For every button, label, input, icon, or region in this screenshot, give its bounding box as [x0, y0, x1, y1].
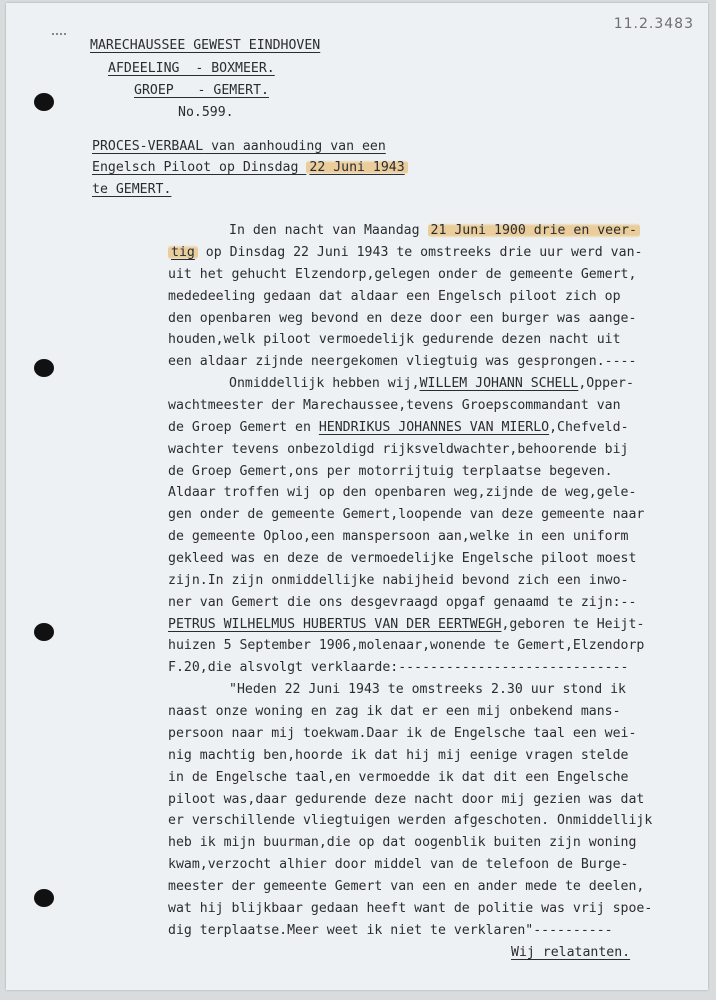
statement-line: wat hij blijkbaar gedaan heeft want de politie was vrij spoe-	[168, 901, 653, 916]
body-line: huizen 5 September 1906,molenaar,wonende te Gemert,Elzendorp	[168, 638, 645, 653]
statement-line: "Heden 22 Juni 1943 te omstreeks 2.30 uur stond ik	[229, 682, 626, 697]
statement-line: persoon naar mij toekwam.Daar ik de Engelsche taal een wei-	[168, 726, 637, 741]
statement-line: in de Engelsche taal,en vermoedde ik dat dit een Engelsche	[168, 770, 629, 785]
body-line: de gemeente Oploo,een manspersoon aan,welke in een uniform	[168, 529, 629, 544]
statement-line: kwam,verzocht alhier door middel van de telefoon de Burge-	[168, 857, 629, 872]
highlighted-word: tig	[168, 245, 198, 260]
punch-hole	[34, 359, 54, 377]
body-line: houden,welk piloot vermoedelijk gedurende dezen nacht uit	[168, 332, 621, 347]
highlighted-date: 21 Juni 1900 drie en veer-	[428, 223, 640, 238]
body-line: wachtmeester der Marechaussee,tevens Groepscommandant van	[168, 398, 621, 413]
margin-mark	[52, 33, 66, 37]
header-line-3: GROEP - GEMERT.	[134, 83, 269, 98]
statement-line: piloot was,daar gedurende deze nacht door mij gezien was dat	[168, 792, 645, 807]
statement-line: naast onze woning en zag ik dat er een mij onbekend mans-	[168, 704, 621, 719]
person-name: HENDRIKUS JOHANNES VAN MIERLO	[318, 420, 550, 435]
body-line: uit het gehucht Elzendorp,gelegen onder de gemeente Gemert,	[168, 267, 637, 282]
statement-line: dig terplaatse.Meer weet ik niet te verklaren"----------	[168, 923, 613, 938]
statement-line: heb ik mijn buurman,die op dat oogenblik buiten zijn woning	[168, 835, 637, 850]
statement-line: meester der gemeente Gemert van een en ander mede te deelen,	[168, 879, 645, 894]
body-line: een aldaar zijnde neergekomen vliegtuig was gesprongen.----	[168, 354, 637, 369]
statement-line: er verschillende vliegtuigen werden afgeschoten. Onmiddellijk	[168, 813, 653, 828]
person-name: PETRUS WILHELMUS HUBERTUS VAN DER EERTWEGH	[168, 617, 502, 632]
body-line: wachter tevens onbezoldigd rijksveldwachter,behoorende bij	[168, 442, 629, 457]
body-line: mededeeling gedaan dat aldaar een Engelsch piloot zich op	[168, 289, 621, 304]
body-line: den openbaren weg bevond en deze door een burger was aange-	[168, 311, 637, 326]
punch-hole	[34, 623, 54, 641]
title-line-3: te GEMERT.	[92, 182, 172, 197]
header-line-1: MARECHAUSSEE GEWEST EINDHOVEN	[90, 38, 321, 53]
body-line: ner van Gemert die ons desgevraagd opgaf genaamd te zijn:--	[168, 595, 637, 610]
body-line: de Groep Gemert en HENDRIKUS JOHANNES VAN MIERLO,Chefveld-	[168, 420, 629, 435]
punch-hole	[34, 889, 54, 907]
title-text: van aanhouding van een	[203, 139, 386, 154]
title-text: Engelsch Piloot op Dinsdag	[92, 160, 307, 175]
highlighted-date: 22 Juni 1943	[306, 160, 407, 175]
title-line-2	[92, 158, 408, 178]
title-proces-verbaal: PROCES-VERBAAL	[92, 139, 204, 154]
body-line: Aldaar troffen wij op den openbaren weg,zijnde de weg,gele-	[168, 485, 637, 500]
body-line: In den nacht van Maandag 21 Juni 1900 drie en veer-	[229, 221, 640, 241]
body-line: Onmiddellijk hebben wij,WILLEM JOHANN SCHELL,Opper-	[229, 376, 634, 391]
statement-line: nig machtig ben,hoorde ik dat hij mij eenige vragen stelde	[168, 748, 629, 763]
body-line: gen onder de gemeente Gemert,loopende van deze gemeente naar	[168, 507, 645, 522]
person-name: WILLEM JOHANN SCHELL	[419, 376, 579, 391]
header-line-2: AFDEELING - BOXMEER.	[108, 61, 275, 76]
header-line-4: No.599.	[178, 105, 234, 120]
body-line: de Groep Gemert,ons per motorrijtuig terplaatse begeven.	[168, 464, 613, 479]
archive-number: 11.2.3483	[613, 16, 694, 32]
body-line: gekleed was en deze de vermoedelijke Engelsche piloot moest	[168, 551, 637, 566]
punch-hole	[34, 93, 54, 111]
body-line: F.20,die alsvolgt verklaarde:-----------------------------	[168, 660, 629, 675]
closing-signature-line: Wij relatanten.	[511, 945, 631, 960]
body-line: tig op Dinsdag 22 Juni 1943 te omstreeks drie uur werd van-	[168, 243, 642, 263]
body-line: zijn.In zijn onmiddellijke nabijheid bevond zich een inwo-	[168, 573, 629, 588]
document-page	[6, 3, 708, 990]
title-line-1	[92, 137, 386, 157]
body-line: PETRUS WILHELMUS HUBERTUS VAN DER EERTWEGH,geboren te Heijt-	[168, 617, 645, 632]
